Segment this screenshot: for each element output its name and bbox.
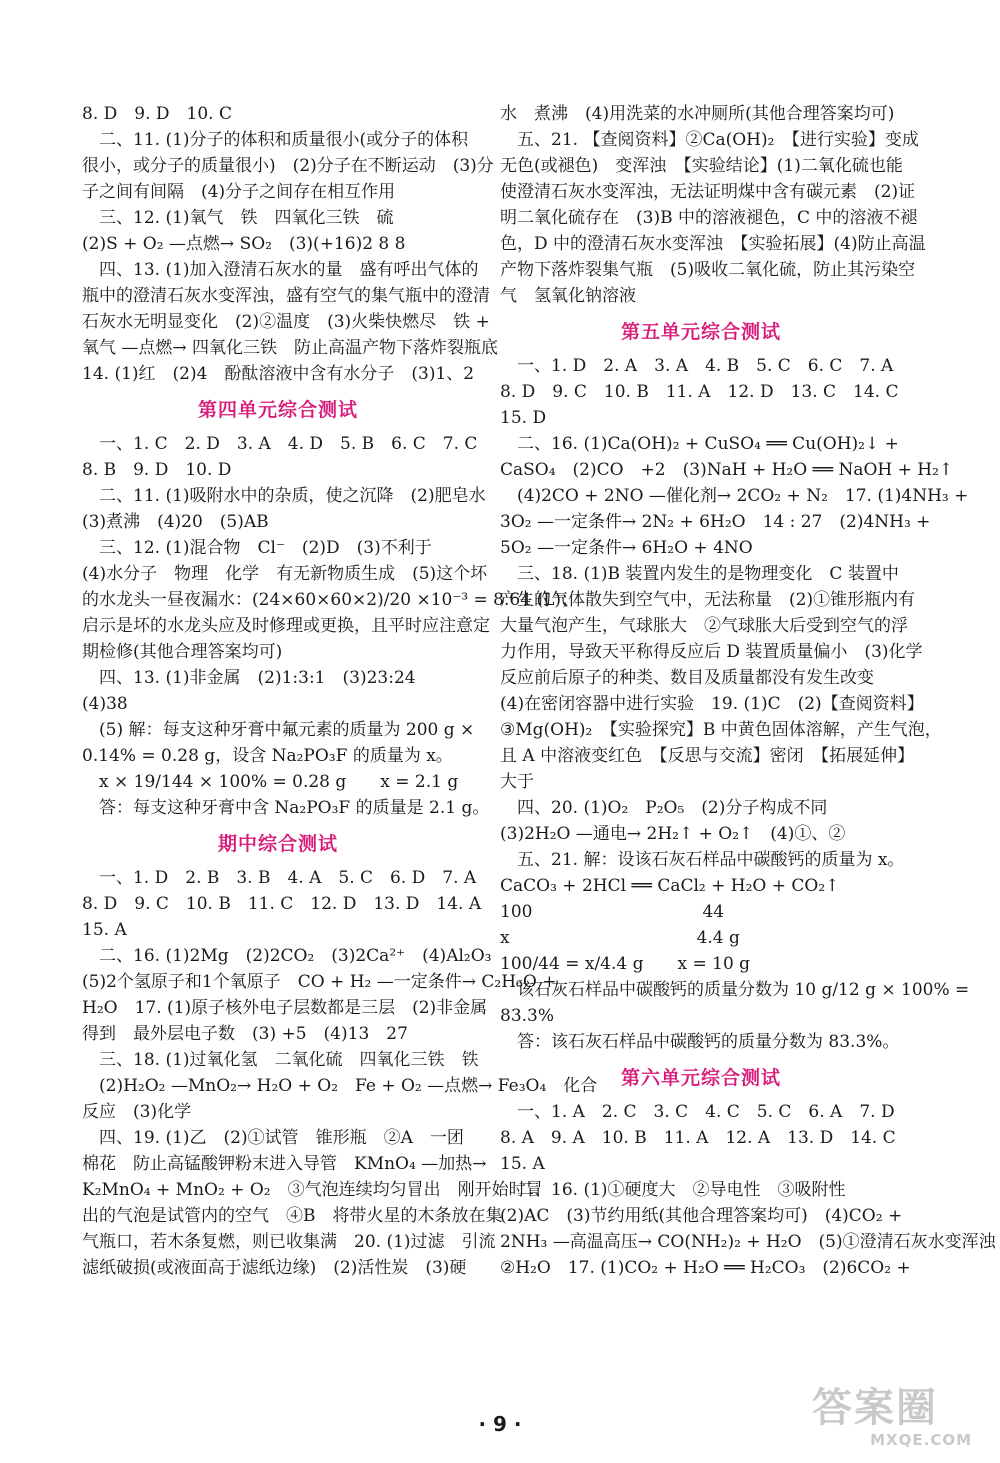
answer-line: 三、12. (1)混合物 Cl⁻ (2)D (3)不利于 (82, 538, 432, 558)
answer-line: 8. D 9. C 10. B 11. A 12. D 13. C 14. C (500, 382, 899, 402)
answer-line: 大量气泡产生，气球胀大 ②气球胀大后受到空气的浮 (500, 616, 908, 636)
answer-line: (4)38 (82, 694, 128, 714)
answer-line: 100 44 (500, 902, 725, 922)
answer-line: 15. D (500, 408, 547, 428)
answer-line: 产物下落炸裂集气瓶 (5)吸收二氧化硫，防止其污染空 (500, 260, 916, 280)
answer-line: 大于 (500, 772, 534, 792)
answer-line: 启示是坏的水龙头应及时修理或更换，且平时应注意定 (82, 616, 490, 636)
right-column (500, 102, 996, 1282)
answer-line: 四、13. (1)非金属 (2)1:3:1 (3)23:24 (82, 668, 416, 688)
answer-line: 该石灰石样品中碳酸钙的质量分数为 10 g/12 g × 100% = (500, 980, 970, 1000)
answer-line: 8. A 9. A 10. B 11. A 12. A 13. D 14. C (500, 1128, 896, 1148)
watermark-logo (812, 1385, 972, 1457)
answer-line: (3)2H₂O —通电→ 2H₂↑ + O₂↑ (4)①、② (500, 824, 846, 844)
answer-line: 14. (1)红 (2)4 酚酞溶液中含有水分子 (3)1、2 (82, 364, 475, 384)
answer-line: 反应前后原子的种类、数目及质量都没有发生改变 (500, 668, 874, 688)
answer-line: 气瓶口，若木条复燃，则已收集满 20. (1)过滤 引流 (82, 1232, 496, 1252)
answer-line: 滤纸破损(或液面高于滤纸边缘) (2)活性炭 (3)硬 (82, 1258, 467, 1278)
answer-line: (4)水分子 物理 化学 有无新物质生成 (5)这个坏 (82, 564, 488, 584)
answer-line: 得到 最外层电子数 (3) +5 (4)13 27 (82, 1024, 408, 1044)
answer-line: (2)AC (3)节约用纸(其他合理答案均可) (4)CO₂ + (500, 1206, 903, 1226)
answer-line: 答：该石灰石样品中碳酸钙的质量分数为 83.3%。 (500, 1032, 900, 1052)
answer-line: 四、20. (1)O₂ P₂O₅ (2)分子构成不同 (500, 798, 828, 818)
answer-line: x 4.4 g (500, 928, 740, 948)
answer-line: 产生的气体散失到空气中，无法称量 (2)①锥形瓶内有 (500, 590, 916, 610)
unit5-answers (500, 354, 970, 1056)
answer-line: 83.3% (500, 1006, 555, 1026)
answer-line: (2)S + O₂ —点燃→ SO₂ (3)(+16)2 8 8 (82, 234, 406, 254)
answer-line: K₂MnO₄ + MnO₂ + O₂ ③气泡连续均匀冒出 刚开始时冒 (82, 1180, 543, 1200)
answer-line: 二、11. (1)吸附水中的杂质，使之沉降 (2)肥皂水 (82, 486, 486, 506)
answer-line: 四、13. (1)加入澄清石灰水的量 盛有呼出气体的 (82, 260, 479, 280)
answer-line: (5)2个氢原子和1个氧原子 CO + H₂ —一定条件→ C₂H₆O + (82, 972, 557, 992)
answer-line: 且 A 中溶液变红色 【反思与交流】密闭 【拓展延伸】 (500, 746, 915, 766)
answer-line: 明二氧化硫存在 (3)B 中的溶液褪色，C 中的溶液不褪 (500, 208, 918, 228)
answer-line: (4)2CO + 2NO —催化剂→ 2CO₂ + N₂ 17. (1)4NH₃ + (500, 486, 969, 506)
answer-line: 二、16. (1)2Mg (2)2CO₂ (3)2Ca²⁺ (4)Al₂O₃ (82, 946, 492, 966)
answer-line: 无色(或褪色) 变浑浊 【实验结论】(1)二氧化硫也能 (500, 156, 903, 176)
answer-line: 色，D 中的澄清石灰水变浑浊 【实验拓展】(4)防止高温 (500, 234, 926, 254)
watermark-url: MXQE.COM (870, 1431, 972, 1449)
answer-line: 反应 (3)化学 (82, 1102, 192, 1122)
answer-line: (3)煮沸 (4)20 (5)AB (82, 512, 269, 532)
answer-line: x × 19/144 × 100% = 0.28 g x = 2.1 g (82, 772, 459, 792)
answer-line: 一、1. D 2. A 3. A 4. B 5. C 6. C 7. A (500, 356, 894, 376)
answer-line: CaCO₃ + 2HCl ══ CaCl₂ + H₂O + CO₂↑ (500, 876, 840, 896)
answer-line: 5O₂ —一定条件→ 6H₂O + 4NO (500, 538, 753, 558)
heading-unit6: 第六单元综合测试 (620, 1067, 781, 1089)
answer-line: 瓶中的澄清石灰水变浑浊，盛有空气的集气瓶中的澄清 (82, 286, 490, 306)
answer-line: 子之间有间隔 (4)分子之间存在相互作用 (82, 182, 396, 202)
answer-line: 水 煮沸 (4)用洗菜的水冲厕所(其他合理答案均可) (500, 104, 895, 124)
right-top-answers (500, 102, 926, 310)
answer-line: (2)H₂O₂ —MnO₂→ H₂O + O₂ Fe + O₂ —点燃→ Fe₃O₄ 化合 (82, 1076, 598, 1096)
answer-line: 石灰水无明显变化 (2)②温度 (3)火柴快燃尽 铁 + (82, 312, 490, 332)
answer-line: 五、21. 【查阅资料】②Ca(OH)₂ 【进行实验】变成 (500, 130, 919, 150)
answer-line: 出的气泡是试管内的空气 ④B 将带火星的木条放在集 (82, 1206, 503, 1226)
answer-line: 一、1. C 2. D 3. A 4. D 5. B 6. C 7. C (82, 434, 478, 454)
answer-line: 三、18. (1)B 装置内发生的是物理变化 C 装置中 (500, 564, 899, 584)
answer-line: 一、1. D 2. B 3. B 4. A 5. C 6. D 7. A (82, 868, 477, 888)
answer-line: 0.14% = 0.28 g，设含 Na₂PO₃F 的质量为 x。 (82, 746, 453, 766)
answer-line: 氧气 —点燃→ 四氧化三铁 防止高温产物下落炸裂瓶底 (82, 338, 499, 358)
answer-line: ②H₂O 17. (1)CO₂ + H₂O ══ H₂CO₃ (2)6CO₂ + (500, 1258, 911, 1278)
answer-line: 四、19. (1)乙 (2)①试管 锥形瓶 ②A 一团 (82, 1128, 464, 1148)
heading-midterm: 期中综合测试 (217, 833, 338, 855)
answer-line: 很小，或分子的质量很小) (2)分子在不断运动 (3)分 (82, 156, 494, 176)
heading-unit4: 第四单元综合测试 (197, 399, 358, 421)
answer-line: H₂O 17. (1)原子核外电子层数都是三层 (2)非金属 (82, 998, 488, 1018)
watermark-logo-text: 答案圈 (812, 1385, 938, 1431)
answer-line: 答：每支这种牙膏中含 Na₂PO₃F 的质量是 2.1 g。 (82, 798, 490, 818)
answer-line: 期检修(其他合理答案均可) (82, 642, 283, 662)
answer-line: 二、16. (1)①硬度大 ②导电性 ③吸附性 (500, 1180, 846, 1200)
answer-line: 15. A (500, 1154, 545, 1174)
unit6-answers (500, 1100, 996, 1282)
page-number: · 9 · (478, 1412, 522, 1436)
answer-line: 三、12. (1)氧气 铁 四氧化三铁 硫 (82, 208, 394, 228)
answer-line: 气 氢氧化钠溶液 (500, 286, 636, 306)
answer-line: ③Mg(OH)₂ 【实验探究】B 中黄色固体溶解，产生气泡， (500, 720, 942, 740)
answer-line: 五、21. 解：设该石灰石样品中碳酸钙的质量为 x。 (500, 850, 905, 870)
answer-line: 使澄清石灰水变浑浊，无法证明煤中含有碳元素 (2)证 (500, 182, 916, 202)
answer-line: 8. D 9. D 10. C (82, 104, 232, 124)
answer-line: CaSO₄ (2)CO +2 (3)NaH + H₂O ══ NaOH + H₂↑ (500, 460, 954, 480)
answer-line: 2NH₃ —高温高压→ CO(NH₂)₂ + H₂O (5)①澄清石灰水变浑浊 (500, 1232, 996, 1252)
answer-line: (4)在密闭容器中进行实验 19. (1)C (2)【查阅资料】 (500, 694, 924, 714)
answer-line: 力作用，导致天平称得反应后 D 装置质量偏小 (3)化学 (500, 642, 923, 662)
heading-unit5: 第五单元综合测试 (620, 321, 781, 343)
answer-line: (5) 解：每支这种牙膏中氟元素的质量为 200 g × (82, 720, 475, 740)
answer-line: 8. B 9. D 10. D (82, 460, 232, 480)
answer-line: 8. D 9. C 10. B 11. C 12. D 13. D 14. A (82, 894, 482, 914)
answer-line: 二、11. (1)分子的体积和质量很小(或分子的体积 (82, 130, 469, 150)
answer-line: 三、18. (1)过氧化氢 二氧化硫 四氧化三铁 铁 (82, 1050, 479, 1070)
answer-line: 二、16. (1)Ca(OH)₂ + CuSO₄ ══ Cu(OH)₂↓ + (500, 434, 899, 454)
answer-line: 一、1. A 2. C 3. C 4. C 5. C 6. A 7. D (500, 1102, 895, 1122)
answer-line: 棉花 防止高锰酸钾粉末进入导管 KMnO₄ —加热→ (82, 1154, 487, 1174)
left-top-answers (82, 102, 499, 388)
answer-line: 15. A (82, 920, 127, 940)
answer-line: 的水龙头一昼夜漏水：(24×60×60×2)/20 ×10⁻³ = 8.64 (L)； (82, 590, 578, 610)
answer-line: 100/44 = x/4.4 g x = 10 g (500, 954, 751, 974)
answer-line: 3O₂ —一定条件→ 2N₂ + 6H₂O 14 : 27 (2)4NH₃ + (500, 512, 931, 532)
